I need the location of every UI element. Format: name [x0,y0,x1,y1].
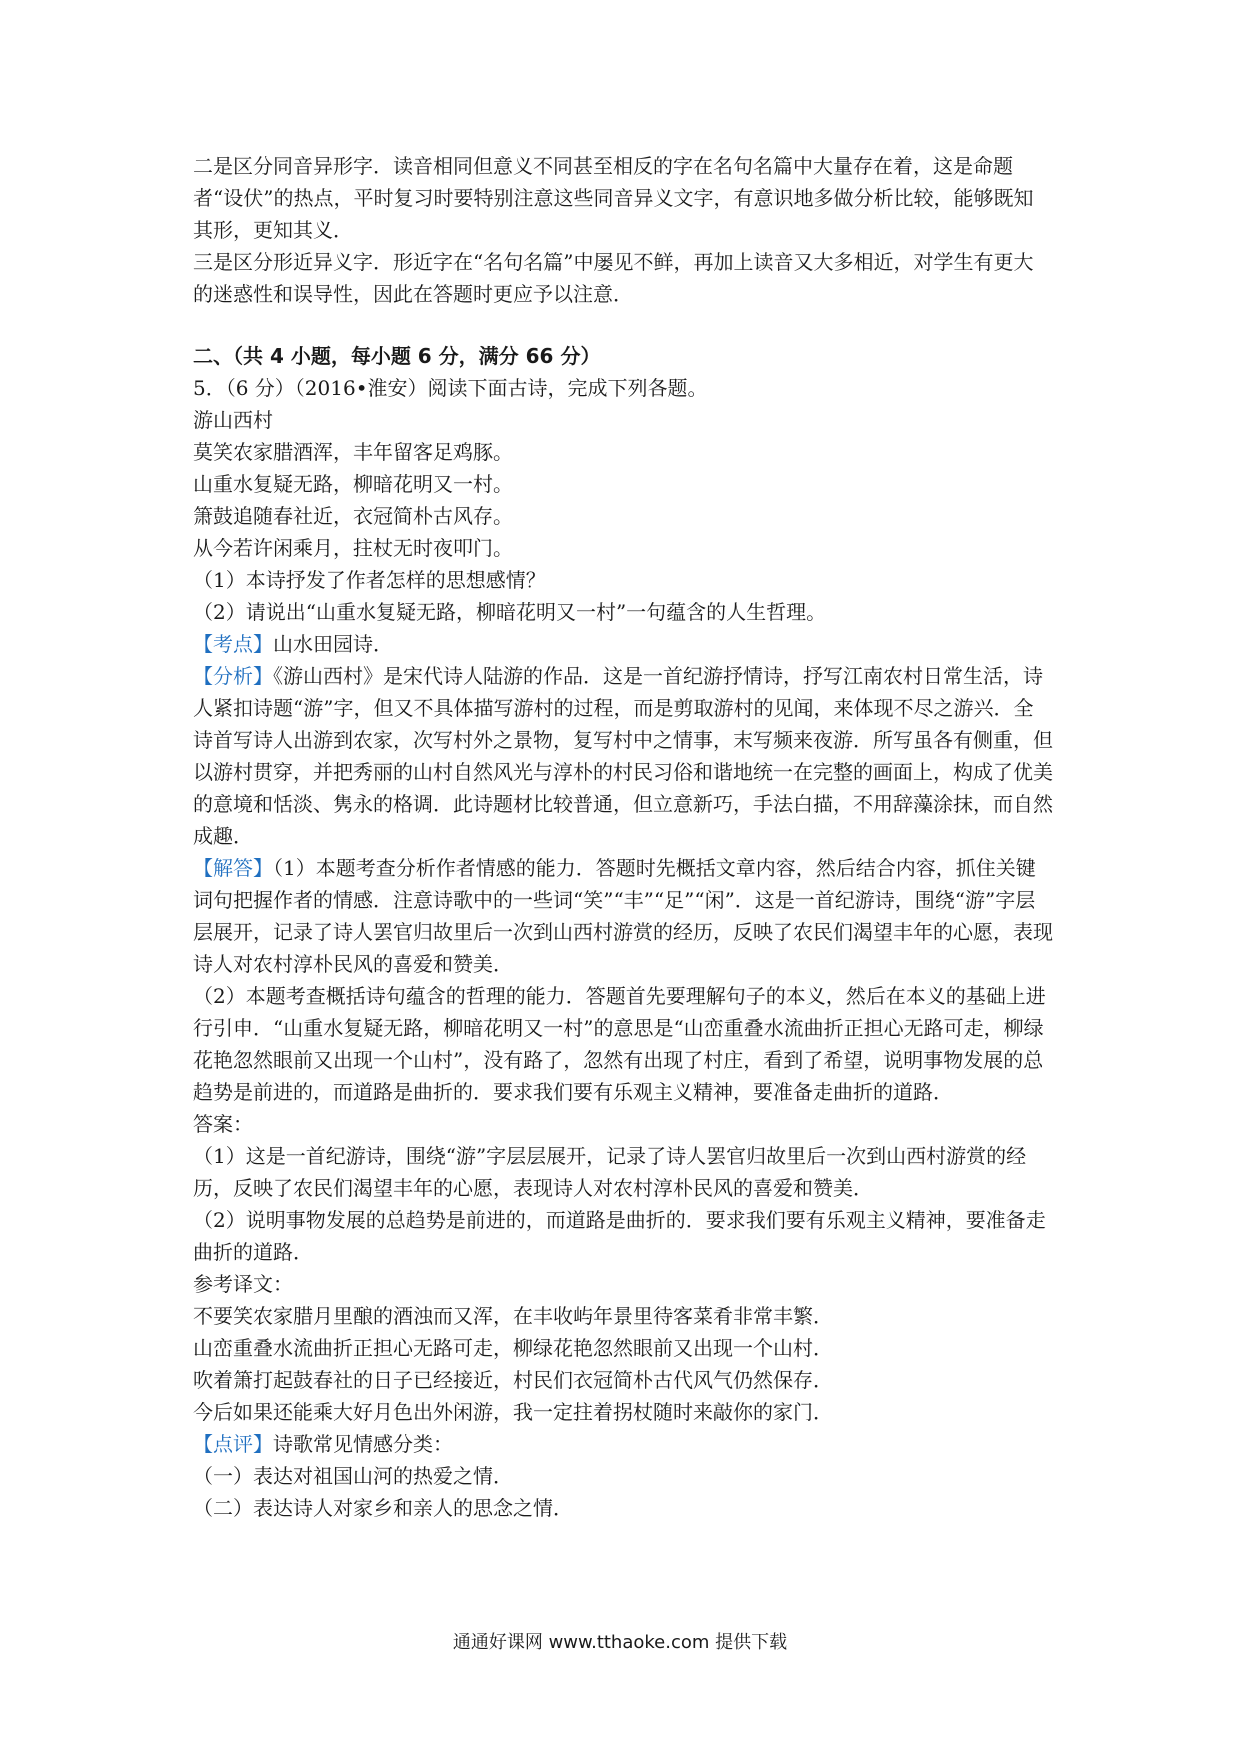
translation-line: 不要笑农家腊月里酿的酒浊而又浑，在丰收屿年景里待客菜肴非常丰繁． [193,1304,833,1328]
intro-paragraph-2: 三是区分形近异义字．形近字在“名句名篇”中屡见不鲜，再加上读音又大多相近，对学生有更大的迷惑性和误导性，因此在答题时更应予以注意． [193,250,1034,306]
kaodian-text: 山水田园诗． [273,632,393,656]
dianping-item: （二）表达诗人对家乡和亲人的思念之情． [193,1496,573,1520]
fenxi-text: 《游山西村》是宋代诗人陆游的作品．这是一首纪游抒情诗，抒写江南农村日常生活，诗人紧扣诗题“游”字，但又不具体描写游村的过程，而是剪取游村的见闻，来体现不尽之游兴．全诗首写诗人出游到农家，次写村外之景物，复写村中之情事，末写频来夜游．所写虽各有侧重，但以游村贯穿，并把秀丽的山村自然风光与淳朴的村民习俗和谐地统一在完整的画面上，构成了优美的意境和恬淡、隽永的格调．此诗题材比较普通，但立意新巧，手法白描，不用辞藻涂抹，而自然成趣． [193,664,1053,848]
intro-paragraph-1: 二是区分同音异形字．读音相同但意义不同甚至相反的字在名句名篇中大量存在着，这是命题者“设伏”的热点，平时复习时要特别注意这些同音异义文字，有意识地多做分析比较，能够既知其形，更知其义． [193,154,1034,242]
translation-label: 参考译文： [193,1272,293,1296]
answer-label: 答案： [193,1112,253,1136]
page-footer: 通通好课网 www.tthaoke.com 提供下载 [452,1632,788,1653]
poem-line: 莫笑农家腊酒浑，丰年留客足鸡豚。 [193,440,513,464]
dianping-tag: 【点评】 [193,1432,273,1456]
question-header: 5．（6 分）（2016•淮安）阅读下面古诗，完成下列各题。 [193,376,708,400]
answer-1: （1）这是一首纪游诗，围绕“游”字层层展开，记录了诗人罢官归故里后一次到山西村游赏的经历，反映了农民们渴望丰年的心愿，表现诗人对农村淳朴民风的喜爱和赞美． [193,1144,1027,1200]
section-title: 二、（共 4 小题，每小题 6 分，满分 66 分） [193,344,601,368]
jieda-block [193,852,1053,980]
translation-line: 山峦重叠水流曲折正担心无路可走，柳绿花艳忽然眼前又出现一个山村． [193,1336,833,1360]
poem-title: 游山西村 [193,408,273,432]
jieda-paragraph-2: （2）本题考查概括诗句蕴含的哲理的能力．答题首先要理解句子的本义，然后在本义的基础上进行引申．“山重水复疑无路，柳暗花明又一村”的意思是“山峦重叠水流曲折正担心无路可走，柳绿花艳忽然眼前又出现一个山村”，没有路了，忽然有出现了村庄，看到了希望，说明事物发展的总趋势是前进的，而道路是曲折的．要求我们要有乐观主义精神，要准备走曲折的道路． [193,984,1046,1104]
kaodian-block [193,628,1053,660]
jieda-paragraph-1: （1）本题考查分析作者情感的能力．答题时先概括文章内容，然后结合内容，抓住关键词句把握作者的情感．注意诗歌中的一些词“笑”“丰”“足”“闲”．这是一首纪游诗，围绕“游”字层层展开，记录了诗人罢官归故里后一次到山西村游赏的经历，反映了农民们渴望丰年的心愿，表现诗人对农村淳朴民风的喜爱和赞美． [193,856,1053,976]
fenxi-block [193,660,1053,852]
translation-line: 吹着箫打起鼓春社的日子已经接近，村民们衣冠简朴古代风气仍然保存． [193,1368,833,1392]
answer-2: （2）说明事物发展的总趋势是前进的，而道路是曲折的．要求我们要有乐观主义精神，要准备走曲折的道路． [193,1208,1046,1264]
poem-line: 山重水复疑无路，柳暗花明又一村。 [193,472,513,496]
dianping-block [193,1428,1053,1460]
sub-question-2: （2）请说出“山重水复疑无路，柳暗花明又一村”一句蕴含的人生哲理。 [193,600,827,624]
jieda-tag: 【解答】 [193,856,273,880]
page-content [193,150,1053,1524]
fenxi-tag: 【分析】 [193,664,273,688]
poem-line: 从今若许闲乘月，拄杖无时夜叩门。 [193,536,513,560]
dianping-text: 诗歌常见情感分类： [273,1432,453,1456]
poem-line: 箫鼓追随春社近，衣冠简朴古风存。 [193,504,513,528]
translation-line: 今后如果还能乘大好月色出外闲游，我一定拄着拐杖随时来敲你的家门． [193,1400,833,1424]
kaodian-tag: 【考点】 [193,632,273,656]
dianping-item: （一）表达对祖国山河的热爱之情． [193,1464,513,1488]
sub-question-1: （1）本诗抒发了作者怎样的思想感情？ [193,568,546,592]
